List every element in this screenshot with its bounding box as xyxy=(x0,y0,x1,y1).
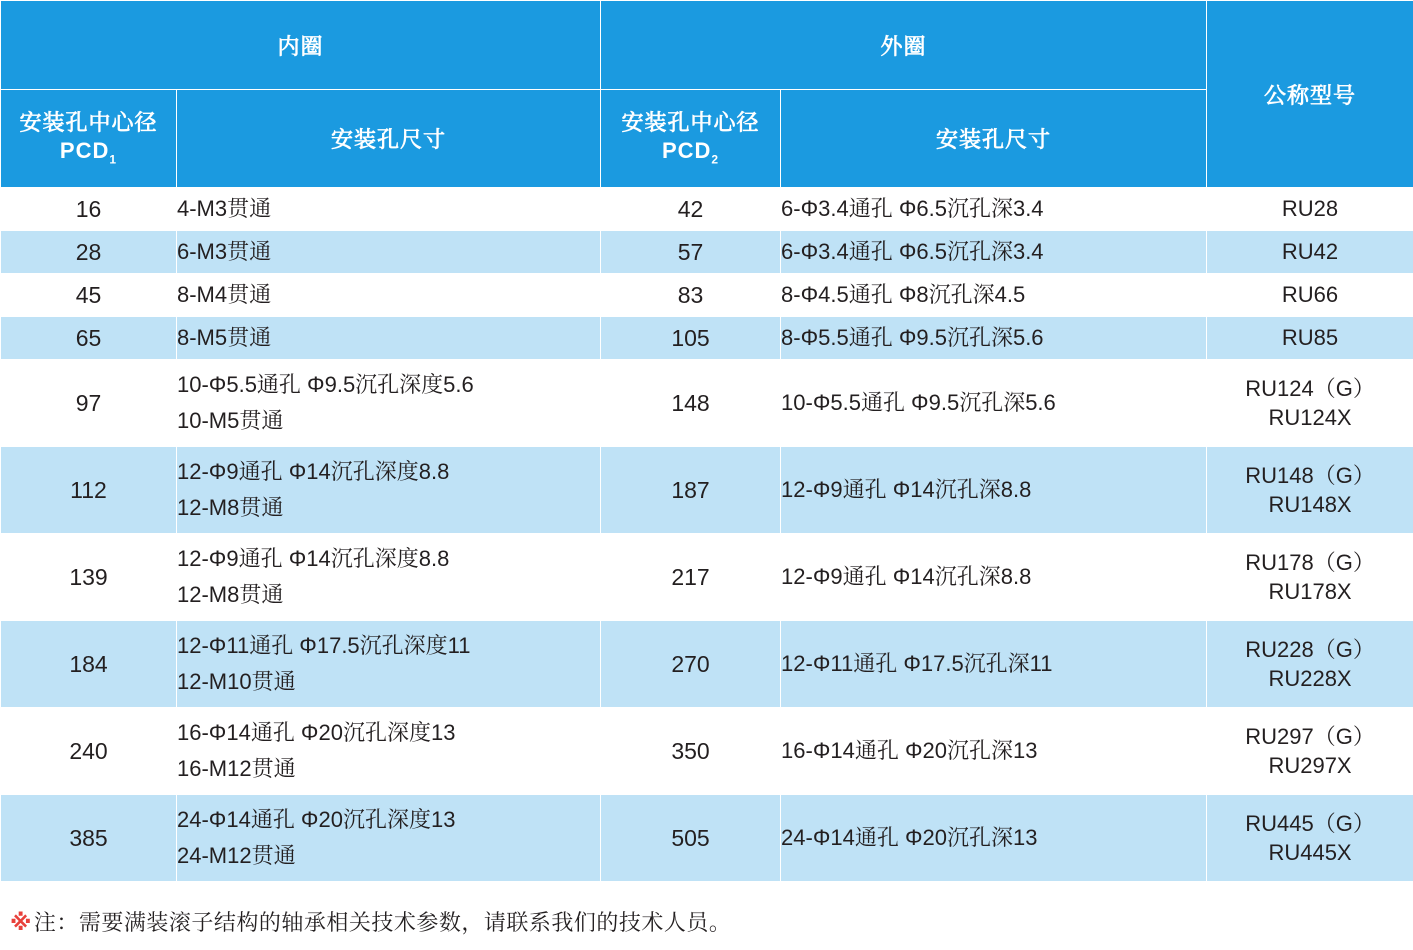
outer-hole-line: 6-Φ3.4通孔 Φ6.5沉孔深3.4 xyxy=(781,196,1044,222)
inner-hole-line: 6-M3贯通 xyxy=(177,239,272,265)
inner-hole-line: 12-M8贯通 xyxy=(177,495,284,520)
cell-model xyxy=(1207,317,1413,360)
table-row xyxy=(1,317,1413,360)
inner-hole-line: 10-M5贯通 xyxy=(177,408,284,433)
cell-pcd2: 105 xyxy=(601,317,781,360)
model-line: RU148X xyxy=(1268,492,1352,517)
inner-hole-line: 12-M8贯通 xyxy=(177,582,284,607)
cell-pcd1: 16 xyxy=(1,188,177,231)
model-line: RU228（G） xyxy=(1245,636,1375,662)
table-body xyxy=(1,188,1413,882)
cell-pcd2: 217 xyxy=(601,534,781,621)
cell-pcd2: 505 xyxy=(601,795,781,882)
outer-hole-line: 12-Φ9通孔 Φ14沉孔深8.8 xyxy=(781,477,1032,503)
inner-hole-line: 16-Φ14通孔 Φ20沉孔深度13 xyxy=(177,720,456,746)
model-line: RU445X xyxy=(1268,840,1352,865)
table-row xyxy=(1,360,1413,447)
inner-hole-line: 24-M12贯通 xyxy=(177,843,296,868)
cell-pcd1: 97 xyxy=(1,360,177,447)
cell-outer-hole-size xyxy=(781,534,1207,621)
model-line: RU124X xyxy=(1268,405,1352,430)
cell-inner-hole-size xyxy=(177,360,601,447)
cell-model xyxy=(1207,447,1413,534)
model-line: RU228X xyxy=(1268,666,1352,691)
header-row-sub xyxy=(1,90,1413,188)
cell-pcd2: 350 xyxy=(601,708,781,795)
inner-hole-line: 12-Φ11通孔 Φ17.5沉孔深度11 xyxy=(177,633,471,659)
cell-model xyxy=(1207,795,1413,882)
outer-hole-line: 8-Φ4.5通孔 Φ8沉孔深4.5 xyxy=(781,282,1026,308)
outer-hole-line: 12-Φ11通孔 Φ17.5沉孔深11 xyxy=(781,651,1053,677)
inner-hole-line: 12-Φ9通孔 Φ14沉孔深度8.8 xyxy=(177,459,450,485)
model-line: RU42 xyxy=(1281,239,1339,265)
outer-hole-line: 12-Φ9通孔 Φ14沉孔深8.8 xyxy=(781,564,1032,590)
cell-pcd2: 57 xyxy=(601,231,781,274)
cell-outer-hole-size xyxy=(781,795,1207,882)
cell-inner-hole-size xyxy=(177,447,601,534)
cell-pcd2: 187 xyxy=(601,447,781,534)
header-row-top xyxy=(1,1,1413,90)
table-row xyxy=(1,188,1413,231)
cell-pcd1: 139 xyxy=(1,534,177,621)
cell-pcd1: 65 xyxy=(1,317,177,360)
cell-model xyxy=(1207,188,1413,231)
cell-pcd2: 148 xyxy=(601,360,781,447)
cell-pcd1: 184 xyxy=(1,621,177,708)
cell-model xyxy=(1207,534,1413,621)
outer-hole-line: 16-Φ14通孔 Φ20沉孔深13 xyxy=(781,738,1038,764)
footnote-mark-icon: ※ xyxy=(10,910,32,935)
cell-outer-hole-size xyxy=(781,360,1207,447)
model-line: RU297（G） xyxy=(1245,723,1375,749)
cell-model xyxy=(1207,231,1413,274)
cell-pcd1: 240 xyxy=(1,708,177,795)
outer-hole-line: 6-Φ3.4通孔 Φ6.5沉孔深3.4 xyxy=(781,239,1044,265)
header-pcd2-subscript: 2 xyxy=(711,152,720,167)
cell-pcd1: 112 xyxy=(1,447,177,534)
cell-outer-hole-size xyxy=(781,317,1207,360)
cell-pcd2: 270 xyxy=(601,621,781,708)
header-inner-hole-size: 安装孔尺寸 xyxy=(177,90,601,188)
cell-inner-hole-size xyxy=(177,795,601,882)
cell-pcd1: 45 xyxy=(1,274,177,317)
cell-inner-hole-size xyxy=(177,274,601,317)
cell-inner-hole-size xyxy=(177,188,601,231)
header-nominal-model: 公称型号 xyxy=(1207,1,1413,188)
inner-hole-line: 12-Φ9通孔 Φ14沉孔深度8.8 xyxy=(177,546,450,572)
cell-model xyxy=(1207,708,1413,795)
inner-hole-line: 8-M4贯通 xyxy=(177,282,272,308)
cell-inner-hole-size xyxy=(177,621,601,708)
model-line: RU148（G） xyxy=(1245,462,1375,488)
header-outer-hole-size: 安装孔尺寸 xyxy=(781,90,1207,188)
header-inner-ring: 内圈 xyxy=(1,1,601,90)
table-header xyxy=(1,1,1413,188)
table-row xyxy=(1,447,1413,534)
cell-inner-hole-size xyxy=(177,534,601,621)
inner-hole-line: 4-M3贯通 xyxy=(177,196,272,222)
cell-outer-hole-size xyxy=(781,188,1207,231)
header-pcd2 xyxy=(601,90,781,188)
outer-hole-line: 24-Φ14通孔 Φ20沉孔深13 xyxy=(781,825,1038,851)
model-line: RU28 xyxy=(1281,196,1339,222)
outer-hole-line: 10-Φ5.5通孔 Φ9.5沉孔深5.6 xyxy=(781,390,1056,416)
table-row xyxy=(1,534,1413,621)
outer-hole-line: 8-Φ5.5通孔 Φ9.5沉孔深5.6 xyxy=(781,325,1044,351)
footnote xyxy=(0,906,1413,937)
inner-hole-line: 24-Φ14通孔 Φ20沉孔深度13 xyxy=(177,807,456,833)
cell-inner-hole-size xyxy=(177,708,601,795)
cell-pcd1: 28 xyxy=(1,231,177,274)
model-line: RU178X xyxy=(1268,579,1352,604)
cell-inner-hole-size xyxy=(177,231,601,274)
cell-model xyxy=(1207,274,1413,317)
inner-hole-line: 12-M10贯通 xyxy=(177,669,296,694)
cell-outer-hole-size xyxy=(781,447,1207,534)
header-outer-ring: 外圈 xyxy=(601,1,1207,90)
header-pcd2-code: PCD xyxy=(661,138,712,164)
table-row xyxy=(1,274,1413,317)
header-pcd2-label: 安装孔中心径 xyxy=(621,110,760,136)
model-line: RU85 xyxy=(1281,325,1339,351)
table-row xyxy=(1,795,1413,882)
cell-pcd2: 42 xyxy=(601,188,781,231)
header-pcd1 xyxy=(1,90,177,188)
table-row xyxy=(1,708,1413,795)
inner-hole-line: 8-M5贯通 xyxy=(177,325,272,351)
cell-pcd2: 83 xyxy=(601,274,781,317)
cell-outer-hole-size xyxy=(781,621,1207,708)
inner-hole-line: 16-M12贯通 xyxy=(177,756,296,781)
model-line: RU66 xyxy=(1281,282,1339,308)
cell-pcd1: 385 xyxy=(1,795,177,882)
cell-inner-hole-size xyxy=(177,317,601,360)
cell-outer-hole-size xyxy=(781,274,1207,317)
cell-outer-hole-size xyxy=(781,708,1207,795)
table-row xyxy=(1,231,1413,274)
model-line: RU178（G） xyxy=(1245,549,1375,575)
footnote-text: 注：需要满装滚子结构的轴承相关技术参数，请联系我们的技术人员。 xyxy=(33,910,732,935)
cell-model xyxy=(1207,360,1413,447)
model-line: RU445（G） xyxy=(1245,810,1375,836)
cell-outer-hole-size xyxy=(781,231,1207,274)
table-row xyxy=(1,621,1413,708)
header-pcd1-code: PCD xyxy=(59,138,110,164)
cell-model xyxy=(1207,621,1413,708)
model-line: RU124（G） xyxy=(1245,375,1375,401)
model-line: RU297X xyxy=(1268,753,1352,778)
header-pcd1-label: 安装孔中心径 xyxy=(19,110,158,136)
inner-hole-line: 10-Φ5.5通孔 Φ9.5沉孔深度5.6 xyxy=(177,372,474,398)
header-pcd1-subscript: 1 xyxy=(109,152,118,167)
